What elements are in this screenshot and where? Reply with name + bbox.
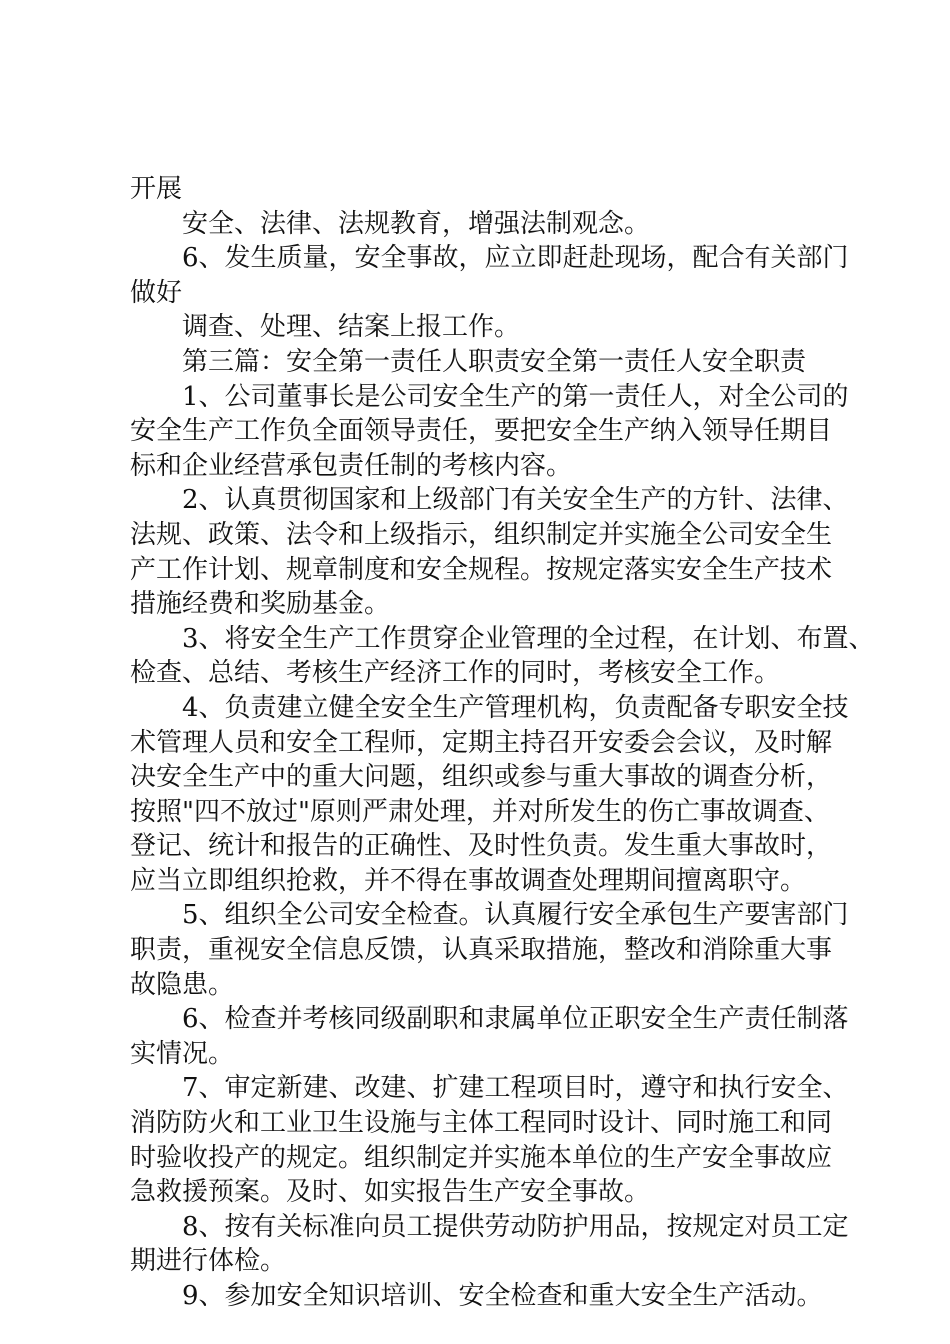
text-line: 按照"四不放过"原则严肃处理，并对所发生的伤亡事故调查、 [130, 796, 830, 827]
text-line: 法规、政策、法令和上级指示，组织制定并实施全公司安全生 [130, 519, 833, 550]
text-line: 安全、法律、法规教育，增强法制观念。 [182, 208, 651, 239]
text-line: 故隐患。 [130, 969, 235, 1000]
text-line: 2、认真贯彻国家和上级部门有关安全生产的方针、法律、 [182, 485, 849, 516]
text-line: 6、检查并考核同级副职和隶属单位正职安全生产责任制落 [182, 1004, 849, 1035]
text-line: 安全生产工作负全面领导责任，要把安全生产纳入领导任期目 [130, 416, 833, 447]
text-line: 职责，重视安全信息反馈，认真采取措施，整改和消除重大事 [130, 935, 833, 966]
text-line: 第三篇：安全第一责任人职责安全第一责任人安全职责 [182, 346, 807, 377]
text-line: 期进行体检。 [130, 1246, 287, 1277]
text-line: 4、负责建立健全安全生产管理机构，负责配备专职安全技 [182, 692, 849, 723]
document-body [130, 172, 875, 1314]
text-line: 产工作计划、规章制度和安全规程。按规定落实安全生产技术 [130, 554, 833, 585]
text-line: 措施经费和奖励基金。 [130, 589, 391, 620]
text-line: 消防防火和工业卫生设施与主体工程同时设计、同时施工和同 [130, 1108, 833, 1139]
text-line: 开展 [130, 174, 183, 204]
text-line: 实情况。 [130, 1038, 235, 1069]
text-line: 术管理人员和安全工程师，定期主持召开安委会会议，及时解 [130, 727, 833, 758]
text-line: 时验收投产的规定。组织制定并实施本单位的生产安全事故应 [130, 1142, 833, 1173]
text-line: 标和企业经营承包责任制的考核内容。 [130, 450, 573, 481]
text-line: 5、组织全公司安全检查。认真履行安全承包生产要害部门 [182, 900, 849, 931]
text-line: 检查、总结、考核生产经济工作的同时，考核安全工作。 [130, 658, 781, 689]
text-line: 急救援预案。及时、如实报告生产安全事故。 [130, 1177, 651, 1208]
text-line: 做好 [130, 277, 183, 308]
text-line: 7、审定新建、改建、扩建工程项目时，遵守和执行安全、 [182, 1073, 849, 1104]
text-line: 决安全生产中的重大问题，组织或参与重大事故的调查分析， [130, 762, 833, 793]
text-line: 登记、统计和报告的正确性、及时性负责。发生重大事故时， [130, 831, 833, 862]
text-line: 3、将安全生产工作贯穿企业管理的全过程，在计划、布置、 [182, 623, 875, 654]
text-line: 1、公司董事长是公司安全生产的第一责任人，对全公司的 [182, 381, 849, 412]
text-line: 调查、处理、结案上报工作。 [182, 312, 521, 343]
text-line: 应当立即组织抢救，并不得在事故调查处理期间擅离职守。 [130, 865, 807, 896]
text-line: 6、发生质量，安全事故，应立即赶赴现场，配合有关部门 [182, 243, 849, 274]
text-line: 8、按有关标准向员工提供劳动防护用品，按规定对员工定 [182, 1211, 849, 1242]
text-line: 9、参加安全知识培训、安全检查和重大安全生产活动。 [182, 1281, 823, 1311]
